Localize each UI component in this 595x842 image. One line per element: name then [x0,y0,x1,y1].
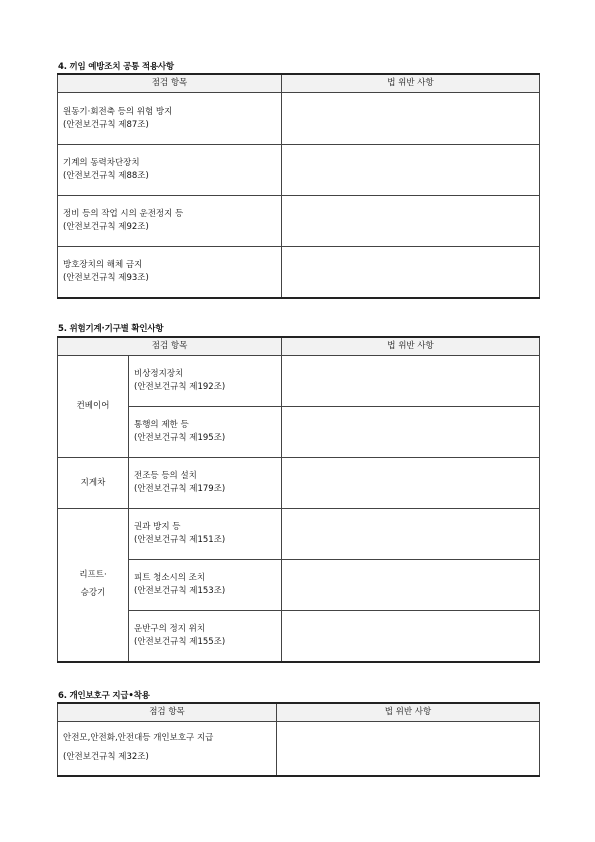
item-regulation: (안전보건규칙 제192조) [134,382,226,392]
table-row [58,458,540,509]
violation-cell[interactable] [282,93,540,145]
item-regulation: (안전보건규칙 제87조) [63,119,149,130]
check-item-cell [58,722,277,776]
item-regulation: (안전보건규칙 제155조) [134,636,226,647]
item-regulation: (안전보건규칙 제88조) [63,171,149,181]
section-6-title: 6. 개인보호구 지급•착용 [58,691,150,701]
header-check-item: 점검 항목 [58,337,282,356]
check-item-cell [58,247,282,298]
item-regulation: (안전보건규칙 제179조) [134,484,226,494]
check-item-cell [58,145,282,196]
header-violation: 법 위반 사항 [282,337,540,356]
category-conveyor: 컨베이어 [58,356,129,458]
item-regulation: (안전보건규칙 제92조) [63,222,149,232]
item-title: 권과 방지 등 [134,522,181,532]
check-item-cell [129,611,282,662]
section-4-table [57,73,540,299]
item-regulation: (안전보건규칙 제153조) [134,586,226,596]
section-5-table [57,336,540,663]
violation-cell[interactable] [282,611,540,662]
item-regulation: (안전보건규칙 제151조) [134,535,226,545]
item-title: 기계의 동력차단장치 [63,158,140,168]
header-violation: 법 위반 사항 [282,74,540,93]
table-row [58,722,540,776]
item-title: 안전모,안전화,안전대등 개인보호구 지급 [63,733,214,744]
table-row [58,509,540,560]
violation-cell[interactable] [282,145,540,196]
section-4-title: 4. 끼임 예방조치 공통 적용사항 [58,62,174,72]
table-row [58,611,540,662]
item-regulation: (안전보건규칙 제93조) [63,272,149,283]
violation-cell[interactable] [282,560,540,611]
check-item-cell [129,509,282,560]
section-5-title: 5. 위험기계·기구별 확인사항 [58,324,164,334]
table-row [58,145,540,196]
item-title: 전조등 등의 설치 [134,471,197,481]
table-row [58,93,540,145]
item-title: 운반구의 정지 위치 [134,623,206,634]
check-item-cell [58,196,282,247]
table-row [58,407,540,458]
item-title: 원동기·회전축 등의 위험 방지 [63,106,173,117]
header-check-item: 점검 항목 [58,74,282,93]
section-6-table [57,702,540,777]
check-item-cell [129,407,282,458]
check-item-cell [58,93,282,145]
item-regulation: (안전보건규칙 제195조) [134,433,226,443]
item-title: 통행의 제한 등 [134,420,189,430]
check-item-cell [129,560,282,611]
item-title: 정비 등의 작업 시의 운전정지 등 [63,209,184,219]
check-item-cell [129,458,282,509]
table-row [58,247,540,298]
violation-cell[interactable] [282,509,540,560]
check-item-cell [129,356,282,407]
table-row [58,560,540,611]
category-forklift: 지게차 [58,458,129,509]
table-row [58,356,540,407]
item-title: 비상정지장치 [134,369,184,379]
header-violation: 법 위반 사항 [277,703,540,722]
violation-cell[interactable] [282,196,540,247]
item-title: 방호장치의 해체 금지 [63,259,143,270]
item-regulation: (안전보건규칙 제32조) [63,752,149,763]
violation-cell[interactable] [282,458,540,509]
category-line: 승강기 [80,588,106,599]
violation-cell[interactable] [282,356,540,407]
item-title: 피트 청소시의 조치 [134,573,206,583]
table-row [58,196,540,247]
violation-cell[interactable] [282,407,540,458]
violation-cell[interactable] [282,247,540,298]
category-lift-elevator [58,509,129,662]
violation-cell[interactable] [277,722,540,776]
header-check-item: 점검 항목 [58,703,277,722]
category-line: 리프트· [79,570,107,581]
